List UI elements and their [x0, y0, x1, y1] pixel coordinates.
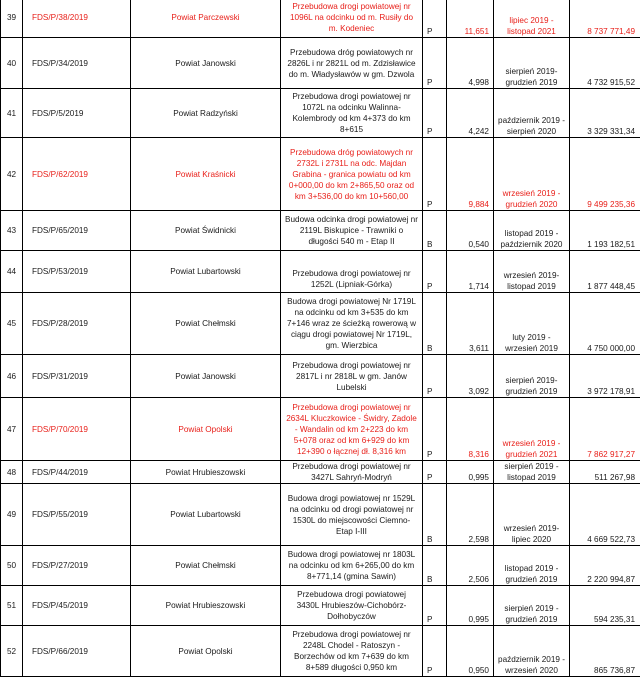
task-description: Budowa drogi powiatowej nr 1803L na odcinku od km 6+265,00 do km 8+771,14 (gmina Sawin): [281, 546, 423, 586]
road-length: 8,316: [447, 398, 494, 461]
table-row: [1, 293, 640, 355]
row-number: 51: [1, 586, 23, 626]
task-type: P: [423, 0, 447, 38]
application-id: FDS/P/62/2019: [23, 138, 131, 211]
row-number: 43: [1, 211, 23, 251]
county-name: Powiat Chełmski: [131, 546, 281, 586]
task-type: P: [423, 38, 447, 89]
execution-period: sierpień 2019-grudzień 2019: [494, 355, 570, 398]
row-number: 41: [1, 89, 23, 138]
funding-amount: 8 737 771,49: [570, 0, 640, 38]
row-number: 48: [1, 461, 23, 484]
funding-amount: 865 736,87: [570, 626, 640, 677]
funding-amount: 4 669 522,73: [570, 484, 640, 546]
table-row: [1, 586, 640, 626]
application-id: FDS/P/45/2019: [23, 586, 131, 626]
task-description: Budowa odcinka drogi powiatowej nr 2119L Biskupice - Trawniki o długości 540 m - Etap II: [281, 211, 423, 251]
row-number: 50: [1, 546, 23, 586]
county-name: Powiat Opolski: [131, 626, 281, 677]
road-length: 4,998: [447, 38, 494, 89]
application-id: FDS/P/70/2019: [23, 398, 131, 461]
task-type: P: [423, 138, 447, 211]
row-number: 39: [1, 0, 23, 38]
county-name: Powiat Radzyński: [131, 89, 281, 138]
road-length: 0,540: [447, 211, 494, 251]
task-type: B: [423, 546, 447, 586]
task-description: Budowa drogi powiatowej Nr 1719L na odcinku od km 3+535 do km 7+146 wraz ze ścieżką rowerową w ciągu drogi powiatowej Nr 1719L, gm. Wierzbica: [281, 293, 423, 355]
execution-period: listopad 2019 - grudzień 2019: [494, 546, 570, 586]
funding-amount: 3 972 178,91: [570, 355, 640, 398]
task-description: Przebudowa dróg powiatowych nr 2826L i nr 2821L od m. Zdzisławice do m. Władysławów w gm. Dzwola: [281, 38, 423, 89]
task-description: Przebudowa drogi powiatowej nr 2248L Chodel - Ratoszyn - Borzechów od km 7+639 do km 8+589 długości 0,950 km: [281, 626, 423, 677]
task-description: Przebudowa drogi powiatowej nr 3427L Sahryń-Modryń: [281, 461, 423, 484]
table-row: [1, 251, 640, 293]
table-row: [1, 461, 640, 484]
execution-period: październik 2019 - wrzesień 2020: [494, 626, 570, 677]
task-type: P: [423, 398, 447, 461]
execution-period: lipiec 2019 - listopad 2021: [494, 0, 570, 38]
task-type: P: [423, 626, 447, 677]
application-id: FDS/P/65/2019: [23, 211, 131, 251]
county-name: Powiat Hrubieszowski: [131, 586, 281, 626]
row-number: 52: [1, 626, 23, 677]
execution-period: sierpień 2019 - grudzień 2019: [494, 586, 570, 626]
county-name: Powiat Hrubieszowski: [131, 461, 281, 484]
execution-period: sierpień 2019-grudzień 2019: [494, 38, 570, 89]
table-row: [1, 355, 640, 398]
road-length: 2,598: [447, 484, 494, 546]
row-number: 42: [1, 138, 23, 211]
road-length: 0,995: [447, 586, 494, 626]
funding-amount: 594 235,31: [570, 586, 640, 626]
task-type: P: [423, 251, 447, 293]
task-type: B: [423, 484, 447, 546]
execution-period: listopad 2019 - październik 2020: [494, 211, 570, 251]
table-row: [1, 484, 640, 546]
task-description: Budowa drogi powiatowej nr 1529L na odcinku od drogi powiatowej nr 1530L do miejscowości Ciemno-Etap I-III: [281, 484, 423, 546]
road-length: 0,950: [447, 626, 494, 677]
funding-amount: 2 220 994,87: [570, 546, 640, 586]
application-id: FDS/P/28/2019: [23, 293, 131, 355]
county-name: Powiat Świdnicki: [131, 211, 281, 251]
table-row: [1, 38, 640, 89]
task-description: Przebudowa dróg powiatowych nr 2732L i 2731L na odc. Majdan Grabina - granica powiatu od km 0+000,00 do km 2+865,50 oraz od km 3+536,00 do km 10+560,00: [281, 138, 423, 211]
execution-period: sierpień 2019 - listopad 2019: [494, 461, 570, 484]
funding-amount: 3 329 331,34: [570, 89, 640, 138]
application-id: FDS/P/55/2019: [23, 484, 131, 546]
county-name: Powiat Lubartowski: [131, 251, 281, 293]
task-type: P: [423, 586, 447, 626]
task-description: Przebudowa drogi powiatowej nr 2634L Kluczkowice - Świdry, Zadole - Wandalin od km 2+223 do km 5+078 oraz od km 6+929 do km 12+390 o łącznej dł. 8,316 km: [281, 398, 423, 461]
county-name: Powiat Chełmski: [131, 293, 281, 355]
funding-amount: 9 499 235,36: [570, 138, 640, 211]
application-id: FDS/P/34/2019: [23, 38, 131, 89]
table-row: [1, 89, 640, 138]
road-length: 3,611: [447, 293, 494, 355]
application-id: FDS/P/5/2019: [23, 89, 131, 138]
road-length: 1,714: [447, 251, 494, 293]
task-type: P: [423, 355, 447, 398]
task-type: B: [423, 211, 447, 251]
row-number: 40: [1, 38, 23, 89]
road-length: 3,092: [447, 355, 494, 398]
task-type: P: [423, 461, 447, 484]
road-length: 4,242: [447, 89, 494, 138]
row-number: 49: [1, 484, 23, 546]
table-row: [1, 398, 640, 461]
table-row: [1, 138, 640, 211]
row-number: 44: [1, 251, 23, 293]
execution-period: wrzesień 2019 - grudzień 2021: [494, 398, 570, 461]
county-name: Powiat Janowski: [131, 38, 281, 89]
funding-amount: 4 750 000,00: [570, 293, 640, 355]
county-name: Powiat Opolski: [131, 398, 281, 461]
funding-amount: 7 862 917,27: [570, 398, 640, 461]
application-id: FDS/P/66/2019: [23, 626, 131, 677]
funding-amount: 1 877 448,45: [570, 251, 640, 293]
application-id: FDS/P/27/2019: [23, 546, 131, 586]
table-body: [1, 0, 640, 677]
application-id: FDS/P/53/2019: [23, 251, 131, 293]
table-row: [1, 0, 640, 38]
table-row: [1, 211, 640, 251]
county-name: Powiat Janowski: [131, 355, 281, 398]
funding-amount: 4 732 915,52: [570, 38, 640, 89]
task-type: P: [423, 89, 447, 138]
road-length: 0,995: [447, 461, 494, 484]
row-number: 47: [1, 398, 23, 461]
execution-period: październik 2019 - sierpień 2020: [494, 89, 570, 138]
execution-period: wrzesień 2019-lipiec 2020: [494, 484, 570, 546]
funding-amount: 511 267,98: [570, 461, 640, 484]
county-name: Powiat Parczewski: [131, 0, 281, 38]
county-name: Powiat Kraśnicki: [131, 138, 281, 211]
application-id: FDS/P/31/2019: [23, 355, 131, 398]
task-description: Przebudowa drogi powiatowej 3430L Hrubieszów-Cichobórz-Dołhobyczów: [281, 586, 423, 626]
application-id: FDS/P/38/2019: [23, 0, 131, 38]
row-number: 45: [1, 293, 23, 355]
task-type: B: [423, 293, 447, 355]
task-description: Przebudowa drogi powiatowej nr 1072L na odcinku Walinna-Kolembrody od km 4+373 do km 8+615: [281, 89, 423, 138]
funding-amount: 1 193 182,51: [570, 211, 640, 251]
road-length: 9,884: [447, 138, 494, 211]
road-length: 2,506: [447, 546, 494, 586]
table-row: [1, 626, 640, 677]
execution-period: wrzesień 2019-listopad 2019: [494, 251, 570, 293]
task-description: Przebudowa drogi powiatowej nr 1096L na odcinku od m. Rusiły do m. Kodeniec: [281, 0, 423, 38]
road-length: 11,651: [447, 0, 494, 38]
application-id: FDS/P/44/2019: [23, 461, 131, 484]
row-number: 46: [1, 355, 23, 398]
task-description: Przebudowa drogi powiatowej nr 1252L (Lipniak-Górka): [281, 251, 423, 293]
county-name: Powiat Lubartowski: [131, 484, 281, 546]
table-row: [1, 546, 640, 586]
task-description: Przebudowa drogi powiatowej nr 2817L i nr 2818L w gm. Janów Lubelski: [281, 355, 423, 398]
execution-period: wrzesień 2019 - grudzień 2020: [494, 138, 570, 211]
execution-period: luty 2019 - wrzesień 2019: [494, 293, 570, 355]
